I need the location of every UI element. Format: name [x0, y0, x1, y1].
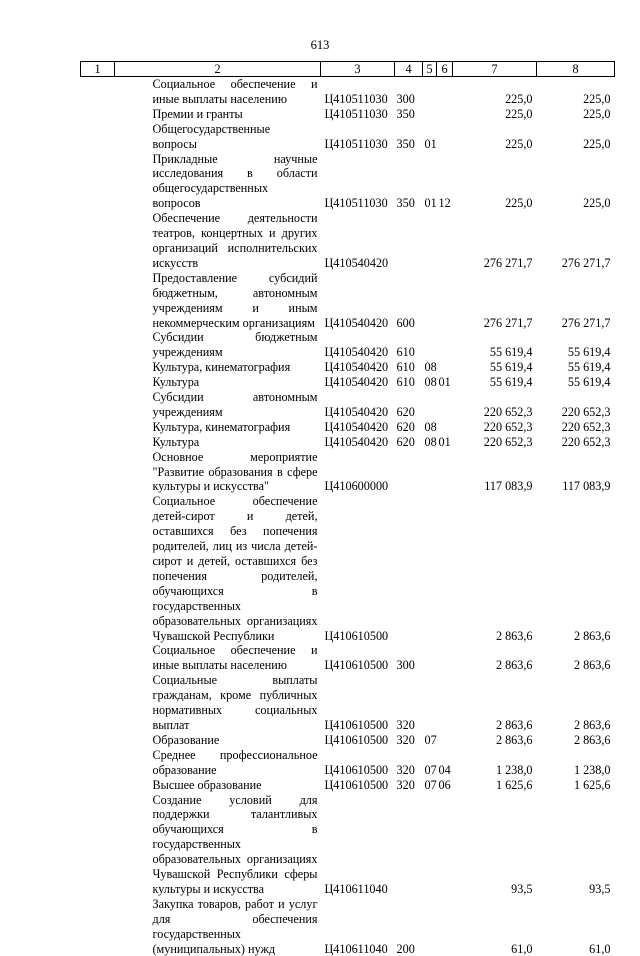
row-name: Социальное обеспечение и иные выплаты населению — [152, 77, 318, 106]
row-rz — [423, 107, 437, 122]
row-value-7: 2 863,6 — [495, 658, 533, 673]
row-value-7: 1 625,6 — [495, 777, 533, 792]
row-value-8: 55 619,4 — [567, 375, 611, 390]
row-code: Ц410540420 — [324, 434, 389, 449]
row-code: Ц410610500 — [324, 777, 389, 792]
row-code: Ц410610500 — [324, 717, 389, 732]
row-value-8: 1 238,0 — [573, 762, 611, 777]
row-value-7: 1 238,0 — [495, 762, 533, 777]
row-pr — [437, 77, 453, 107]
row-number-cell — [81, 390, 115, 420]
row-name: Культура — [152, 375, 200, 390]
row-rz: 08 — [424, 419, 437, 434]
column-header: 6 — [437, 62, 453, 77]
row-vr: 320 — [396, 732, 415, 747]
row-code: Ц410611040 — [324, 941, 388, 956]
row-value-8: 225,0 — [583, 136, 611, 151]
row-rz — [423, 211, 437, 271]
row-value-7: 2 863,6 — [495, 717, 533, 732]
row-number-cell — [81, 271, 115, 331]
row-name: Среднее профессиональное образование — [152, 747, 318, 777]
table-row — [81, 673, 615, 733]
row-pr — [437, 360, 453, 375]
row-value-8: 220 652,3 — [561, 404, 611, 419]
row-value-8: 220 652,3 — [561, 419, 611, 434]
row-code: Ц410511030 — [324, 136, 388, 151]
row-pr — [437, 211, 453, 271]
row-code: Ц410610500 — [324, 732, 389, 747]
row-name: Субсидии бюджетным учреждениям — [152, 330, 318, 360]
row-vr: 300 — [396, 91, 415, 106]
row-number-cell — [81, 643, 115, 673]
table-row — [81, 375, 615, 390]
table-row — [81, 211, 615, 271]
row-rz — [423, 450, 437, 495]
row-rz — [423, 643, 437, 673]
row-value-8: 2 863,6 — [573, 628, 611, 643]
row-number-cell — [81, 107, 115, 122]
row-value-7: 225,0 — [505, 136, 533, 151]
row-value-8: 225,0 — [583, 106, 611, 121]
row-number-cell — [81, 733, 115, 748]
row-value-8: 220 652,3 — [561, 434, 611, 449]
row-code: Ц410610500 — [324, 658, 389, 673]
table-row — [81, 897, 615, 956]
row-code: Ц410540420 — [324, 419, 389, 434]
row-rz — [423, 77, 437, 107]
column-header: 7 — [453, 62, 537, 77]
table-row — [81, 643, 615, 673]
row-vr: 610 — [396, 345, 415, 360]
table-row — [81, 435, 615, 450]
row-value-7: 55 619,4 — [489, 360, 533, 375]
row-pr — [437, 271, 453, 331]
row-value-7: 220 652,3 — [483, 404, 533, 419]
row-number-cell — [81, 435, 115, 450]
row-value-8: 2 863,6 — [573, 732, 611, 747]
row-vr — [395, 494, 423, 643]
row-vr: 610 — [396, 360, 415, 375]
row-vr: 610 — [396, 375, 415, 390]
table-row — [81, 390, 615, 420]
row-name: Социальные выплаты гражданам, кроме публичных нормативных социальных выплат — [152, 673, 318, 732]
row-code: Ц410511030 — [324, 196, 388, 211]
row-value-7: 225,0 — [505, 91, 533, 106]
row-number-cell — [81, 450, 115, 495]
row-number-cell — [81, 420, 115, 435]
row-rz: 08 — [424, 434, 437, 449]
row-rz — [423, 673, 437, 733]
row-vr: 300 — [396, 658, 415, 673]
column-header: 2 — [115, 62, 321, 77]
row-name: Социальное обеспечение и иные выплаты населению — [152, 643, 318, 673]
row-code: Ц410540420 — [324, 375, 389, 390]
row-name: Обеспечение деятельности театров, концертных и других организаций исполнительских искусств — [152, 211, 318, 270]
column-header: 5 — [423, 62, 437, 77]
row-rz: 07 — [424, 777, 437, 792]
row-name: Образование — [152, 732, 220, 747]
table-row — [81, 330, 615, 360]
row-value-8: 55 619,4 — [567, 345, 611, 360]
row-value-8: 93,5 — [589, 881, 611, 896]
column-header: 8 — [537, 62, 615, 77]
row-vr: 600 — [396, 315, 415, 330]
row-pr: 04 — [438, 762, 451, 777]
row-name: Премии и гранты — [152, 106, 243, 121]
row-number-cell — [81, 152, 115, 212]
budget-table — [80, 61, 615, 956]
row-pr: 06 — [438, 777, 451, 792]
row-name: Высшее образование — [152, 777, 262, 792]
row-value-7: 93,5 — [511, 881, 533, 896]
row-rz — [423, 390, 437, 420]
row-number-cell — [81, 360, 115, 375]
row-code: Ц410540420 — [324, 404, 389, 419]
row-vr: 620 — [396, 434, 415, 449]
row-code: Ц410540420 — [324, 315, 389, 330]
table-row — [81, 107, 615, 122]
row-value-8: 61,0 — [589, 941, 611, 956]
row-number-cell — [81, 122, 115, 152]
row-vr — [395, 450, 423, 495]
row-rz: 08 — [424, 360, 437, 375]
row-vr: 320 — [396, 717, 415, 732]
row-number-cell — [81, 211, 115, 271]
row-value-8: 276 271,7 — [561, 255, 611, 270]
page-number: 613 — [310, 38, 330, 52]
row-value-7: 2 863,6 — [495, 628, 533, 643]
column-header: 3 — [321, 62, 395, 77]
row-value-7: 55 619,4 — [489, 345, 533, 360]
row-vr: 620 — [396, 419, 415, 434]
row-code: Ц410540420 — [324, 255, 389, 270]
row-name: Субсидии автономным учреждениям — [152, 390, 318, 419]
row-name: Предоставление субсидий бюджетным, автономным учреждениям и иным некоммерческим организациям — [152, 270, 318, 330]
row-value-7: 220 652,3 — [483, 434, 533, 449]
row-number-cell — [81, 748, 115, 778]
row-pr — [437, 390, 453, 420]
row-code: Ц410610500 — [324, 762, 389, 777]
table-row — [81, 778, 615, 793]
row-rz: 01 — [424, 136, 437, 151]
column-header: 4 — [395, 62, 423, 77]
row-rz: 07 — [424, 762, 437, 777]
row-name: Культура, кинематография — [152, 419, 291, 434]
row-code: Ц410610500 — [324, 628, 389, 643]
row-vr: 320 — [396, 762, 415, 777]
row-number-cell — [81, 494, 115, 643]
row-vr: 350 — [396, 136, 415, 151]
table-row — [81, 271, 615, 331]
row-name: Основное мероприятие "Развитие образования в сфере культуры и искусства" — [152, 449, 318, 494]
row-value-8: 1 625,6 — [573, 777, 611, 792]
row-pr — [437, 494, 453, 643]
row-vr: 350 — [396, 196, 415, 211]
row-rz — [423, 271, 437, 331]
row-name: Прикладные научные исследования в области общегосударственных вопросов — [152, 151, 318, 211]
table-row — [81, 450, 615, 495]
row-rz: 01 — [424, 196, 437, 211]
row-value-8: 2 863,6 — [573, 717, 611, 732]
row-rz — [423, 793, 437, 897]
table-row — [81, 122, 615, 152]
row-pr — [437, 450, 453, 495]
table-row — [81, 152, 615, 212]
table-row — [81, 494, 615, 643]
row-pr — [437, 793, 453, 897]
row-value-7: 225,0 — [505, 196, 533, 211]
row-number-cell — [81, 330, 115, 360]
row-name: Закупка товаров, работ и услуг для обеспечения государственных (муниципальных) нужд — [152, 896, 318, 956]
row-value-8: 225,0 — [583, 91, 611, 106]
row-name: Социальное обеспечение детей-сирот и детей, оставшихся без попечения родителей, лиц из числа детей-сирот и детей, оставшихся без попечения родителей, обучающихся в государственных образовательных организациях Чувашской Республики — [152, 494, 318, 643]
row-value-8: 2 863,6 — [573, 658, 611, 673]
row-value-8: 55 619,4 — [567, 360, 611, 375]
row-pr — [437, 673, 453, 733]
row-value-8: 276 271,7 — [561, 315, 611, 330]
table-row — [81, 793, 615, 897]
row-name: Культура, кинематография — [152, 360, 291, 375]
row-value-7: 61,0 — [511, 941, 533, 956]
row-vr: 620 — [396, 404, 415, 419]
row-value-7: 2 863,6 — [495, 732, 533, 747]
row-number-cell — [81, 897, 115, 956]
row-rz: 08 — [424, 375, 437, 390]
row-number-cell — [81, 77, 115, 107]
row-value-7: 55 619,4 — [489, 375, 533, 390]
row-number-cell — [81, 778, 115, 793]
table-row — [81, 748, 615, 778]
row-value-8: 117 083,9 — [562, 479, 611, 494]
row-pr — [437, 897, 453, 956]
row-code: Ц410511030 — [324, 91, 388, 106]
row-pr — [437, 733, 453, 748]
row-value-8: 225,0 — [583, 196, 611, 211]
row-value-7: 225,0 — [505, 106, 533, 121]
row-code: Ц410611040 — [324, 881, 388, 896]
row-value-7: 276 271,7 — [483, 315, 533, 330]
row-code: Ц410600000 — [324, 479, 389, 494]
row-pr — [437, 330, 453, 360]
row-pr: 12 — [438, 196, 451, 211]
row-name: Создание условий для поддержки талантливых обучающихся в государственных образовательных организациях Чувашской Республики сферы культуры и искусства — [152, 792, 318, 896]
row-vr — [395, 211, 423, 271]
row-rz — [423, 330, 437, 360]
row-pr: 01 — [438, 434, 451, 449]
row-number-cell — [81, 673, 115, 733]
row-vr: 320 — [396, 777, 415, 792]
row-value-7: 117 083,9 — [484, 479, 533, 494]
row-number-cell — [81, 375, 115, 390]
row-value-7: 220 652,3 — [483, 419, 533, 434]
row-pr — [437, 420, 453, 435]
row-pr — [437, 122, 453, 152]
row-vr — [395, 793, 423, 897]
row-name: Культура — [152, 434, 200, 449]
table-row — [81, 733, 615, 748]
column-header: 1 — [81, 62, 115, 77]
row-rz — [423, 494, 437, 643]
row-name: Общегосударственные вопросы — [152, 121, 271, 151]
row-vr: 200 — [396, 941, 415, 956]
row-vr: 350 — [396, 106, 415, 121]
row-pr — [437, 643, 453, 673]
row-rz — [423, 897, 437, 956]
row-rz: 07 — [424, 732, 437, 747]
table-row — [81, 420, 615, 435]
row-value-7: 276 271,7 — [483, 255, 533, 270]
row-code: Ц410540420 — [324, 345, 389, 360]
table-row — [81, 77, 615, 107]
table-row — [81, 360, 615, 375]
row-pr — [437, 107, 453, 122]
table-header-row — [81, 62, 615, 77]
row-number-cell — [81, 793, 115, 897]
row-pr: 01 — [438, 375, 451, 390]
row-code: Ц410511030 — [324, 106, 388, 121]
row-code: Ц410540420 — [324, 360, 389, 375]
